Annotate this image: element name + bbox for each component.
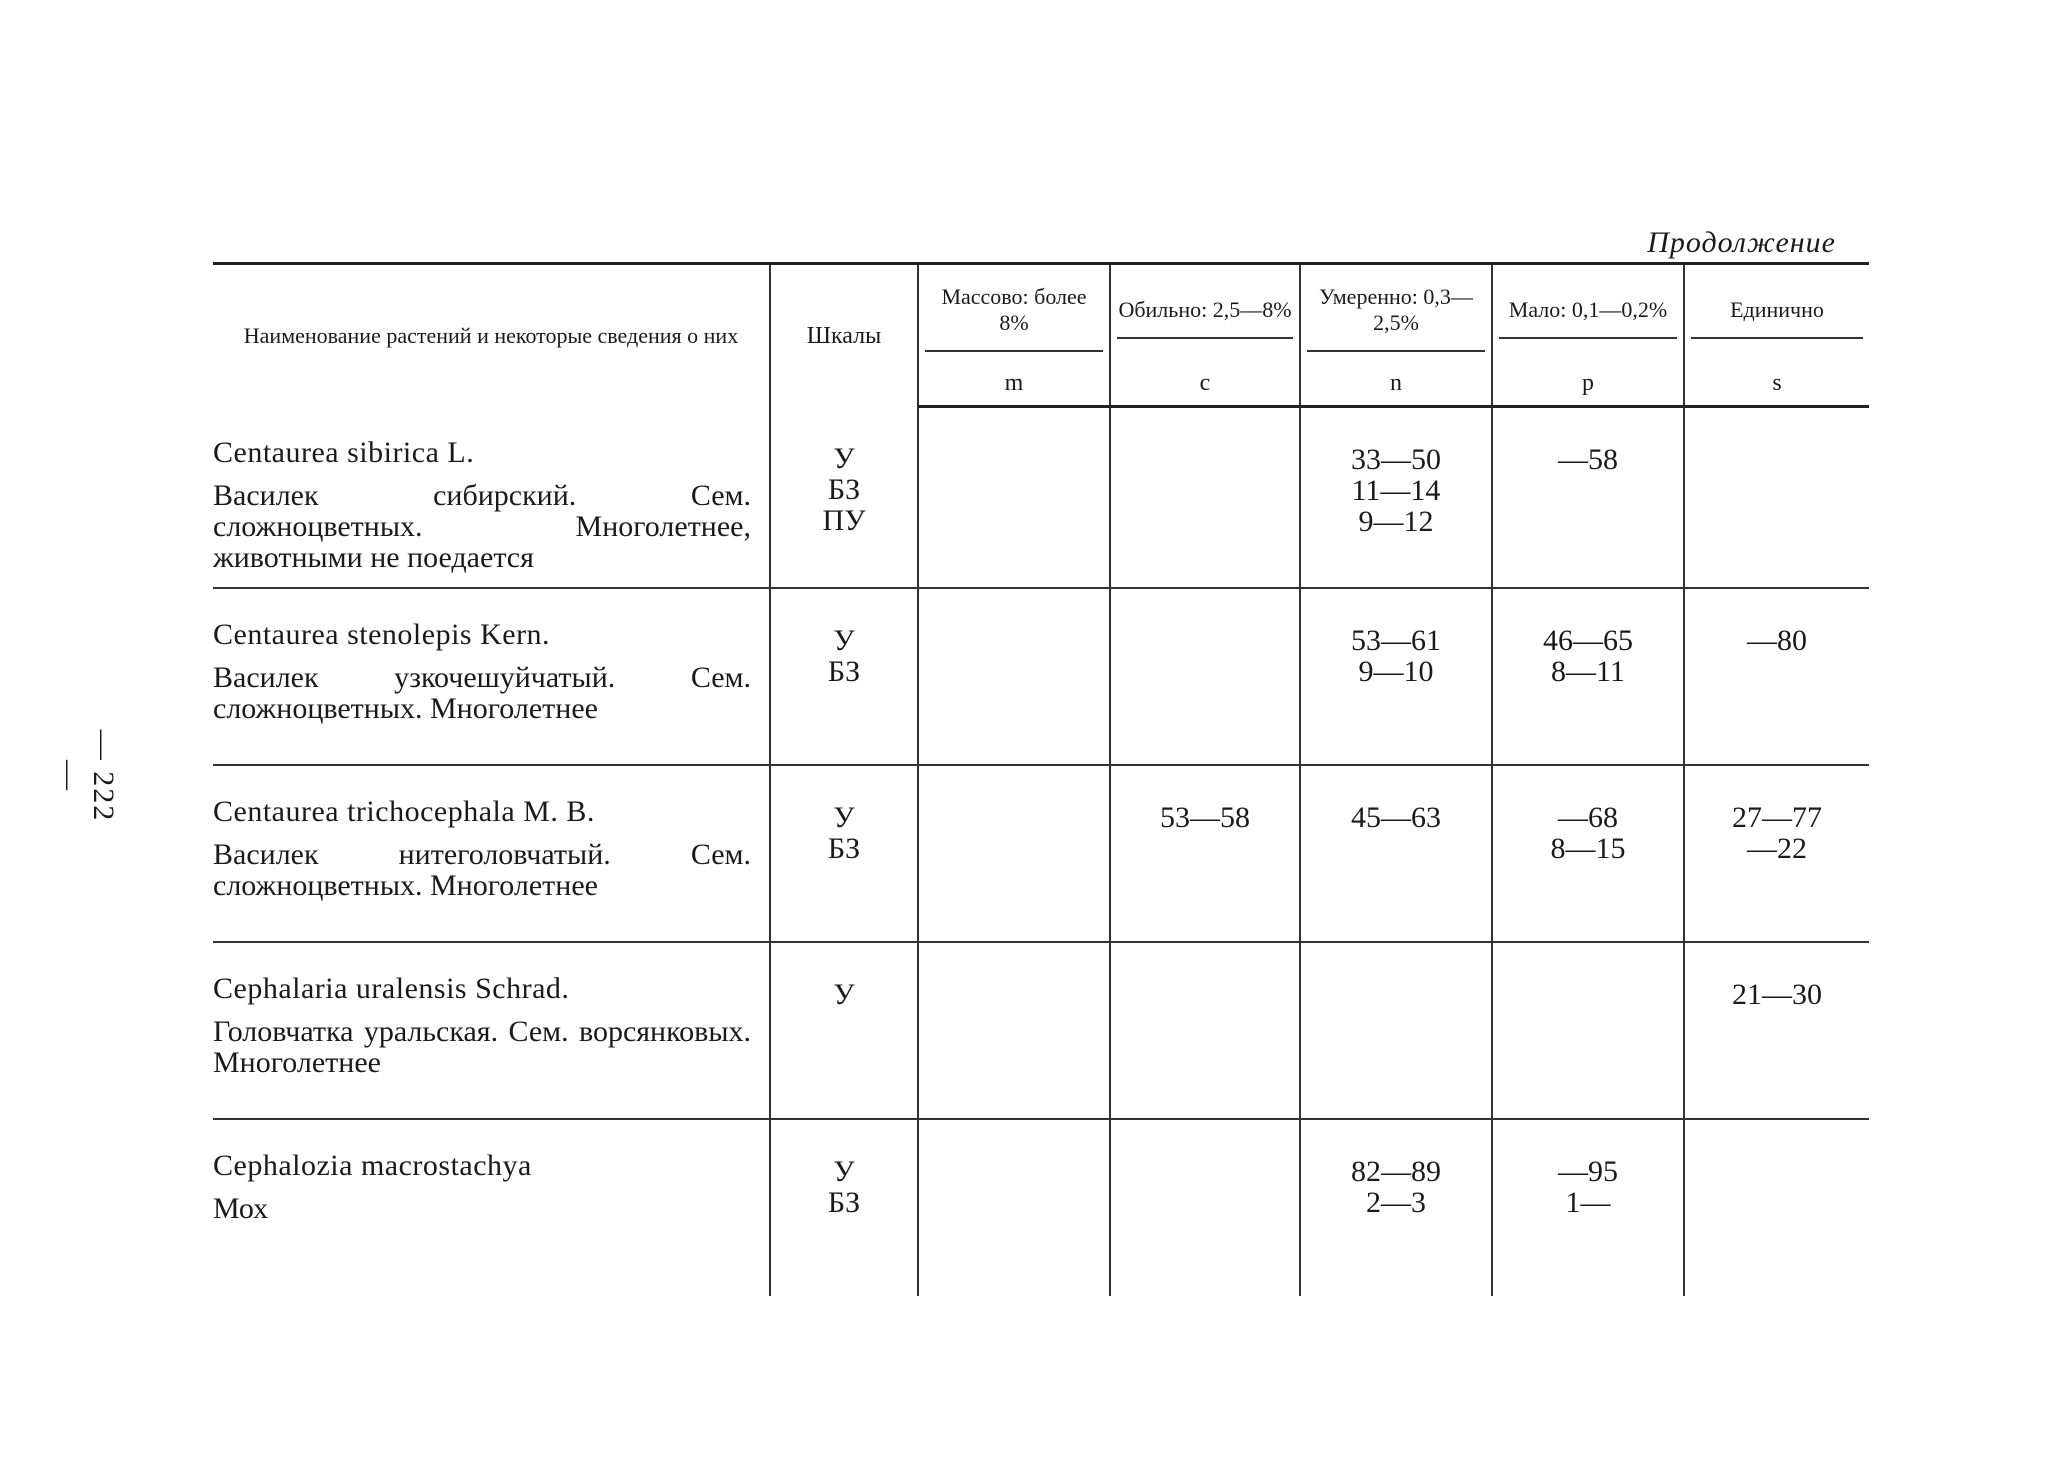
cell-s [1684,765,1869,942]
plant-cell [213,1119,770,1296]
cell-c [1110,407,1300,588]
cell-p-value: 46—65 [1543,623,1633,657]
cell-n-value: 9—12 [1358,505,1434,538]
header-letter-n: n [1300,361,1492,407]
cell-n [1300,765,1492,942]
scale-cell [770,407,918,588]
cell-n-value: 2—3 [1366,1185,1426,1219]
plant-description: Василек сибирский. Сем. сложноцветных. Многолетнее, животными не поедается [213,478,751,574]
plant-cell [213,407,770,588]
cell-n-value: 45—63 [1351,800,1441,834]
scale-cell-value: У [833,800,855,834]
plant-latin-name: Cephalaria uralensis Schrad. [213,971,570,1005]
cell-m [918,765,1110,942]
scale-cell-value: БЗ [827,472,861,506]
cell-m [918,588,1110,765]
plant-description: Василек нитеголовчатый. Сем. сложноцветных. Многолетнее [213,837,751,902]
header-cat-p [1492,264,1684,362]
cell-s [1684,588,1869,765]
header-cat-n [1300,264,1492,362]
scale-cell-value: У [833,623,855,657]
table-row [213,407,1869,588]
cell-s [1684,1119,1869,1296]
plant-latin-name: Centaurea stenolepis Kern. [213,617,551,651]
header-cat-n-label: Умеренно: 0,3—2,5% [1307,274,1485,352]
header-cat-p-label: Мало: 0,1—0,2% [1499,287,1677,339]
cell-p [1492,407,1684,588]
header-cat-s [1684,264,1869,362]
cell-p-value: —68 [1558,800,1618,834]
scale-cell-value: У [833,1154,855,1188]
scale-cell [770,942,918,1119]
plant-cell [213,588,770,765]
header-scales-col: Шкалы [770,264,918,407]
cell-p-value: 8—15 [1550,831,1626,865]
plant-description: Головчатка уральская. Сем. ворсянковых. Многолетнее [213,1014,751,1079]
cell-m [918,942,1110,1119]
cell-n [1300,942,1492,1119]
cell-p [1492,1119,1684,1296]
scale-cell [770,588,918,765]
cell-p-value: —58 [1558,443,1618,476]
cell-c-value: 53—58 [1160,800,1250,834]
cell-s-value: —80 [1747,623,1807,657]
scale-cell-value: БЗ [827,654,861,688]
header-letter-c: c [1110,361,1300,407]
scale-cell-value: БЗ [827,831,861,865]
plant-latin-name: Cephalozia macrostachya [213,1148,532,1182]
plant-latin-name: Centaurea sibirica L. [213,435,475,469]
table-body [213,407,1869,1296]
cell-p-value: —95 [1558,1154,1618,1188]
table-row [213,765,1869,942]
cell-p-value: 8—11 [1551,654,1625,688]
cell-n [1300,407,1492,588]
header-name-col: Наименование растений и некоторые сведения о них [243,322,739,348]
scale-cell-value: ПУ [822,503,866,537]
plant-abundance-table [213,262,1869,1296]
plant-description: Василек узкочешуйчатый. Сем. сложноцветных. Многолетнее [213,660,751,725]
header-cat-s-label: Единично [1691,287,1863,339]
header-letter-p: p [1492,361,1684,407]
cell-n [1300,588,1492,765]
cell-n [1300,1119,1492,1296]
table-row [213,942,1869,1119]
cell-p [1492,765,1684,942]
cell-p [1492,588,1684,765]
cell-c [1110,588,1300,765]
cell-n-value: 82—89 [1351,1154,1441,1188]
cell-n-value: 9—10 [1358,654,1434,688]
cell-m [918,1119,1110,1296]
cell-s-value: —22 [1747,831,1807,865]
cell-s-value: 27—77 [1732,800,1822,834]
table-row [213,1119,1869,1296]
table-row [213,588,1869,765]
plant-cell [213,942,770,1119]
header-letter-s: s [1684,361,1869,407]
cell-p-value: 1— [1565,1185,1611,1219]
header-cat-c-label: Обильно: 2,5—8% [1117,287,1293,339]
header-letter-m: m [918,361,1110,407]
cell-c [1110,765,1300,942]
scale-cell [770,765,918,942]
cell-n-value: 33—50 [1351,443,1441,476]
cell-p [1492,942,1684,1119]
cell-s [1684,942,1869,1119]
cell-s-value: 21—30 [1732,977,1822,1011]
scale-cell [770,1119,918,1296]
cell-n-value: 53—61 [1351,623,1441,657]
header-cat-c [1110,264,1300,362]
cell-s [1684,407,1869,588]
header-cat-m [918,264,1110,362]
cell-n-value: 11—14 [1351,474,1441,507]
plant-description: Мох [213,1191,269,1225]
scale-cell-value: БЗ [827,1185,861,1219]
page-number: — 222 — [53,729,120,823]
plant-latin-name: Centaurea trichocephala M. B. [213,794,595,828]
cell-m [918,407,1110,588]
scale-cell-value: У [833,977,855,1011]
cell-c [1110,942,1300,1119]
header-cat-m-label: Массово: более 8% [925,274,1103,352]
continuation-label: Продолжение [1647,226,1836,259]
scale-cell-value: У [833,441,855,475]
cell-c [1110,1119,1300,1296]
plant-cell [213,765,770,942]
